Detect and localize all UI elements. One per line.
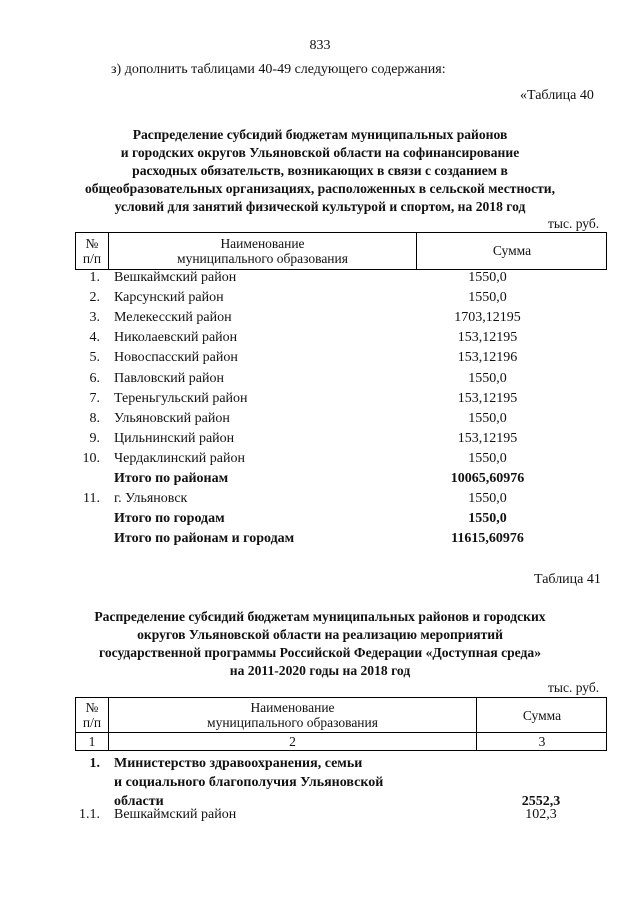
row-sum: 1550,0 (468, 370, 507, 386)
table41-title-line: на 2011-2020 годы на 2018 год (229, 663, 411, 678)
row-name: Тереньгульский район (114, 390, 248, 406)
row-number: 1.1. (79, 807, 100, 822)
col-sum-header: Сумма (522, 708, 562, 723)
row-name: Николаевский район (114, 330, 238, 346)
row-name: Павловский район (114, 370, 224, 386)
table-row (0, 469, 640, 489)
row-sum: 1550,0 (468, 410, 507, 426)
row-sum: 153,12196 (457, 350, 518, 366)
row-sum: 153,12195 (457, 430, 518, 446)
row-sum: 1550,0 (468, 270, 507, 285)
table40-title-line: расходных обязательств, возникающих в связи с созданием в (132, 163, 508, 178)
table-row (0, 805, 640, 825)
row-name: Итого по районам (114, 471, 229, 486)
col-name-header: Наименование муниципального образования (177, 236, 348, 266)
row-name: Ульяновский район (114, 410, 230, 426)
col-num-header: № п/п (82, 236, 102, 266)
col-num-header: № п/п (82, 700, 102, 730)
row-number: 1. (89, 270, 100, 285)
row-name: Новоспасский район (114, 350, 238, 366)
table-row (0, 369, 640, 389)
table-row (0, 268, 640, 288)
row-name: Цильнинский район (114, 430, 235, 446)
section-sum: 2552,3 (521, 794, 561, 809)
row-name: Мелекесский район (114, 310, 232, 326)
intro-text: з) дополнить таблицами 40-49 следующего содержания: (111, 62, 446, 77)
row-sum: 153,12195 (457, 390, 518, 406)
table41-title-line: округов Ульяновской области на реализацию мероприятий (137, 627, 503, 642)
row-sum: 10065,60976 (450, 471, 525, 486)
row-number: 8. (89, 410, 100, 426)
page-number: 833 (309, 38, 331, 53)
section-name: Министерство здравоохранения, семьи и социального благополучия Ульяновской области (114, 756, 384, 809)
row-sum: 153,12195 (457, 330, 518, 346)
row-number: 2. (89, 290, 100, 306)
table40-caption: «Таблица 40 (520, 88, 594, 103)
table41-unit: тыс. руб. (548, 680, 600, 695)
table41-header (75, 697, 607, 751)
row-name: Карсунский район (114, 290, 224, 306)
table40-title-line: общеобразовательных организациях, расположенных в сельской местности, (84, 181, 556, 196)
table-row (0, 489, 640, 509)
row-name: г. Ульяновск (114, 491, 188, 507)
row-name: Итого по городам (114, 511, 225, 527)
row-number: 3. (89, 310, 100, 326)
row-sum: 102,3 (525, 807, 557, 822)
table40-title-line: Распределение субсидий бюджетам муниципальных районов (132, 127, 508, 142)
table41-title-line: государственной программы Российской Федерации «Доступная среда» (99, 645, 541, 660)
table40-title-line: условий для занятий физической культурой и спортом, на 2018 год (114, 199, 526, 214)
row-number: 10. (82, 450, 100, 466)
table-row (0, 449, 640, 469)
table-row (0, 328, 640, 348)
table-row (0, 509, 640, 529)
row-name: Вешкаймский район (114, 807, 237, 822)
table-row (0, 409, 640, 429)
row-sum: 1703,12195 (454, 310, 521, 326)
col-index-1: 1 (88, 734, 96, 749)
row-number: 7. (89, 390, 100, 406)
row-number: 6. (89, 370, 100, 386)
table-row (0, 348, 640, 368)
row-number: 5. (89, 350, 100, 366)
row-name: Чердаклинский район (114, 450, 245, 466)
table-row (0, 288, 640, 308)
table40-title (60, 126, 580, 216)
row-sum: 1550,0 (468, 290, 507, 306)
table41-title (60, 608, 580, 680)
col-index-2: 2 (289, 734, 296, 749)
col-name-header: Наименование муниципального образования (207, 700, 378, 730)
row-number: 9. (89, 430, 100, 446)
table40-title-line: и городских округов Ульяновской области на софинансирование (120, 145, 520, 160)
table40-header (75, 232, 607, 270)
col-index-3: 3 (538, 734, 546, 749)
table40-unit: тыс. руб. (548, 216, 600, 231)
table41-caption: Таблица 41 (534, 572, 601, 587)
table-row (0, 308, 640, 328)
row-sum: 1550,0 (468, 491, 507, 507)
row-sum: 1550,0 (468, 511, 507, 527)
row-sum: 11615,60976 (451, 531, 524, 547)
table41-title-line: Распределение субсидий бюджетам муниципальных районов и городских (94, 609, 546, 624)
col-sum-header: Сумма (492, 243, 532, 258)
table-row (0, 389, 640, 409)
row-number: 4. (89, 330, 100, 346)
table-row (0, 429, 640, 449)
row-number: 11. (83, 491, 100, 507)
table-row (0, 529, 640, 549)
row-sum: 1550,0 (468, 450, 507, 466)
row-name: Вешкаймский район (114, 270, 237, 285)
row-name: Итого по районам и городам (114, 531, 295, 547)
section-number: 1. (89, 756, 100, 771)
